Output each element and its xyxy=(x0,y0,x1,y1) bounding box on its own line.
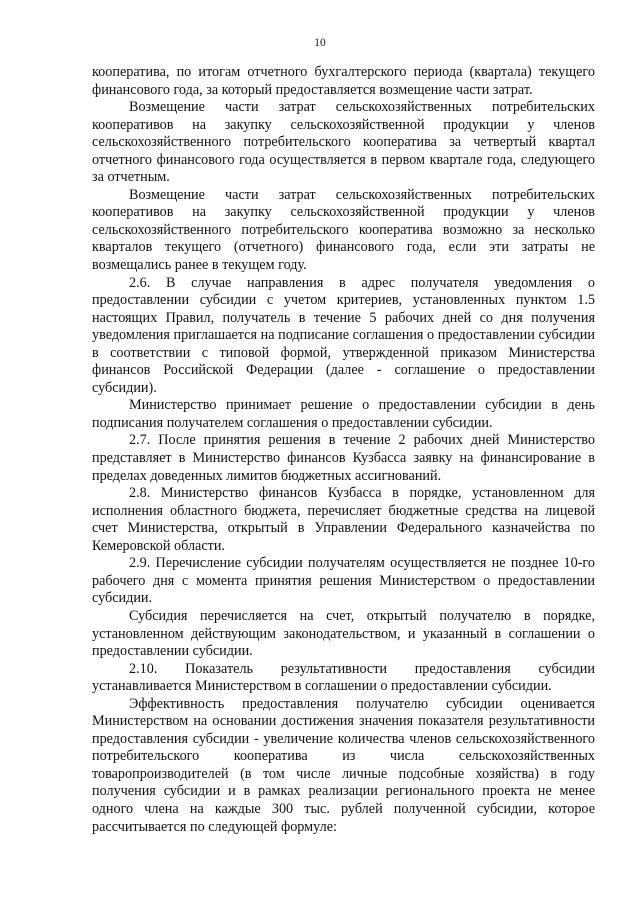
paragraph-11: Эффективность предоставления получателю субсидии оценивается Министерством на основании достижения значения показателя результативности предоставления субсидии - увеличение количества членов сельскохозяйственного потребительского кооператива из числа сельскохозяйственных товаропроизводителей (в том числе личные подсобные хозяйства) в году получения субсидии и в рамках реализации регионального проекта не менее одного члена на каждые 300 тыс. рублей полученной субсидии, которое рассчитывается по следующей формуле: xyxy=(92,695,595,835)
paragraph-3: Возмещение части затрат сельскохозяйственных потребительских кооперативов на закупку сельскохозяйственной продукции у членов сельскохозяйственного потребительского кооператива возможно за несколько кварталов текущего (отчетного) финансового года, если эти затраты не возмещались ранее в текущем году. xyxy=(92,186,595,274)
document-body xyxy=(92,64,595,836)
paragraph-1: кооператива, по итогам отчетного бухгалтерского периода (квартала) текущего финансового года, за который предоставляется возмещение части затрат. xyxy=(92,64,595,98)
paragraph-7: 2.8. Министерство финансов Кузбасса в порядке, установленном для исполнения областного бюджета, перечисляет бюджетные средства на лицевой счет Министерства, открытый в Управлении Федерального казначейства по Кемеровской области. xyxy=(92,485,595,554)
paragraph-10: 2.10. Показатель результативности предоставления субсидии устанавливается Министерством в соглашении о предоставлении субсидии. xyxy=(92,660,595,695)
paragraph-9: Субсидия перечисляется на счет, открытый получателю в порядке, установленном действующим законодательством, и указанный в соглашении о предоставлении субсидии. xyxy=(92,607,595,660)
paragraph-6: 2.7. После принятия решения в течение 2 рабочих дней Министерство представляет в Министерство финансов Кузбасса заявку на финансирование в пределах доведенных лимитов бюджетных ассигнований. xyxy=(92,432,595,484)
paragraph-8: 2.9. Перечисление субсидии получателям осуществляется не позднее 10-го рабочего дня с момента принятия решения Министерством о предоставлении субсидии. xyxy=(92,555,595,607)
paragraph-2: Возмещение части затрат сельскохозяйственных потребительских кооперативов на закупку сельскохозяйственной продукции у членов сельскохозяйственного потребительского кооператива за четвертый квартал отчетного финансового года осуществляется в первом квартале года, следующего за отчетным. xyxy=(92,99,595,186)
paragraph-5: Министерство принимает решение о предоставлении субсидии в день подписания получателем соглашения о предоставлении субсидии. xyxy=(92,397,595,431)
page-number: 10 xyxy=(314,37,326,49)
paragraph-4: 2.6. В случае направления в адрес получателя уведомления о предоставлении субсидии с учетом критериев, установленных пунктом 1.5 настоящих Правил, получатель в течение 5 рабочих дней со дня получения уведомления приглашается на подписание соглашения о предоставлении субсидии в соответствии с типовой формой, утвержденной приказом Министерства финансов Российской Федерации (далее - соглашение о предоставлении субсидии). xyxy=(92,274,595,396)
